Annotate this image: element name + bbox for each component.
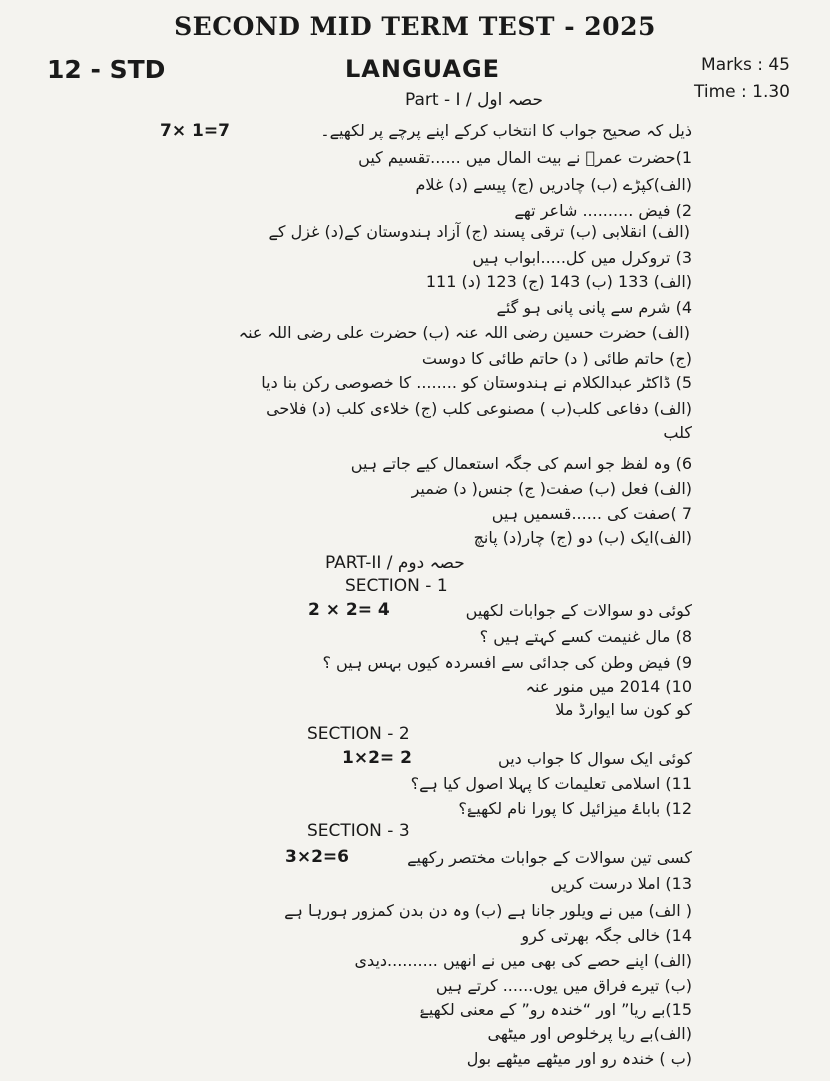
question-line: 9) فیض وطن کی جدائی سے افسردہ کیوں بہس ہیں ؟	[322, 653, 692, 672]
question-line: 14) خالی جگہ بھرتی کرو	[521, 926, 692, 945]
question-line: 6) وہ لفظ جو اسم کی جگہ استعمال کیے جاتے ہیں	[350, 454, 692, 473]
section-2-heading: SECTION - 2	[307, 724, 410, 744]
question-line: ( الف) میں نے ویلور جانا ہے (ب) وہ دن بدن کمزور ہورہا ہے	[284, 901, 692, 920]
standard-label: 12 - STD	[47, 55, 166, 84]
question-line: (الف)ایک (ب) دو (ج) چار(د) پانچ	[473, 528, 692, 547]
marks-label: Marks : 45	[701, 55, 790, 75]
question-line: 5) ڈاکٹر عبدالکلام نے ہندوستان کو ........ کا خصوصی رکن بنا دیا	[261, 373, 692, 392]
question-line: 8) مال غنیمت کسے کہتے ہیں ؟	[479, 627, 692, 646]
question-line: 10) 2014 میں منور عنہ	[525, 677, 692, 696]
section-3-heading: SECTION - 3	[307, 821, 410, 841]
question-line: 15)بے ریا” اور “خندہ رو” کے معنی لکھیۓ	[419, 1000, 692, 1019]
part-1-score: 7× 1=7	[160, 121, 230, 141]
question-line: کو کون سا ایوارڈ ملا	[555, 700, 692, 719]
question-line: کلب	[663, 423, 692, 442]
question-line: (الف) 133 (ب) 143 (ج) 123 (د) 111	[425, 272, 692, 291]
question-line: (الف)بے ریا پرخلوص اور میٹھی	[487, 1024, 692, 1043]
question-line: (الف) اپنے حصے کی بھی میں نے انھیں ..........دیدی	[354, 951, 692, 970]
question-line: (الف) انقلابی (ب) ترقی پسند (ج) آزاد ہندوستان کے(د) غزل کے	[268, 222, 690, 241]
part-1-instruction: ذیل کہ صحیح جواب کا انتخاب کرکے اپنے پرچے پر لکھیے۔	[320, 121, 692, 140]
section-2-instruction: کوئی ایک سوال کا جواب دیں	[498, 749, 692, 768]
section-1-heading: SECTION - 1	[345, 576, 448, 596]
question-line: (الف)کپڑے (ب) چادریں (ج) پیسے (د) غلام	[415, 175, 692, 194]
question-line: 7 )صفت کی ......قسمیں ہیں	[491, 504, 692, 523]
section-3-instruction: کسی تین سوالات کے جوابات مختصر رکھیے	[407, 848, 692, 867]
time-label: Time : 1.30	[694, 82, 790, 102]
question-line: 2) فیض .......... شاعر تھے	[514, 201, 692, 220]
part-2-heading: PART-II / حصہ دوم	[325, 553, 465, 573]
question-line: 1)حضرت عمرؓ نے بیت المال میں ......تقسیم کیں	[358, 148, 692, 167]
question-line: (ج) حاتم طائی ( د) حاتم طائی کا دوست	[421, 349, 692, 368]
question-line: (ب ) خندہ رو اور میٹھے میٹھے بول	[466, 1049, 692, 1068]
part-1-heading: Part - I / حصہ اول	[405, 90, 543, 110]
question-line: 13) املا درست کریں	[550, 874, 692, 893]
question-line: 12) باباۓ میزائیل کا پورا نام لکھیۓ؟	[458, 799, 692, 818]
section-3-score: 3×2=6	[285, 847, 349, 867]
question-line: (الف) فعل (ب) صفت( ج) جنس( د) ضمیر	[411, 479, 692, 498]
question-line: 4) شرم سے پانی پانی ہو گئے	[496, 298, 692, 317]
question-line: (الف) دفاعی کلب(ب ) مصنوعی کلب (ج) خلاءی کلب (د) فلاحی	[266, 399, 692, 418]
section-1-instruction: کوئی دو سوالات کے جوابات لکھیں	[465, 601, 692, 620]
question-line: (الف) حضرت حسین رضی اللہ عنہ (ب) حضرت علی رضی اللہ عنہ	[238, 323, 690, 342]
question-line: 3) تروکرل میں کل.....ابواب ہیں	[472, 248, 692, 267]
section-2-score: 1×2= 2	[342, 748, 412, 768]
question-line: (ب) تیرے فراق میں یوں...... کرتے ہیں	[435, 976, 692, 995]
section-1-score: 2 × 2= 4	[308, 600, 390, 620]
subject-label: LANGUAGE	[345, 55, 501, 83]
question-line: 11) اسلامی تعلیمات کا پہلا اصول کیا ہے؟	[410, 774, 692, 793]
exam-title: SECOND MID TERM TEST - 2025	[174, 12, 656, 41]
